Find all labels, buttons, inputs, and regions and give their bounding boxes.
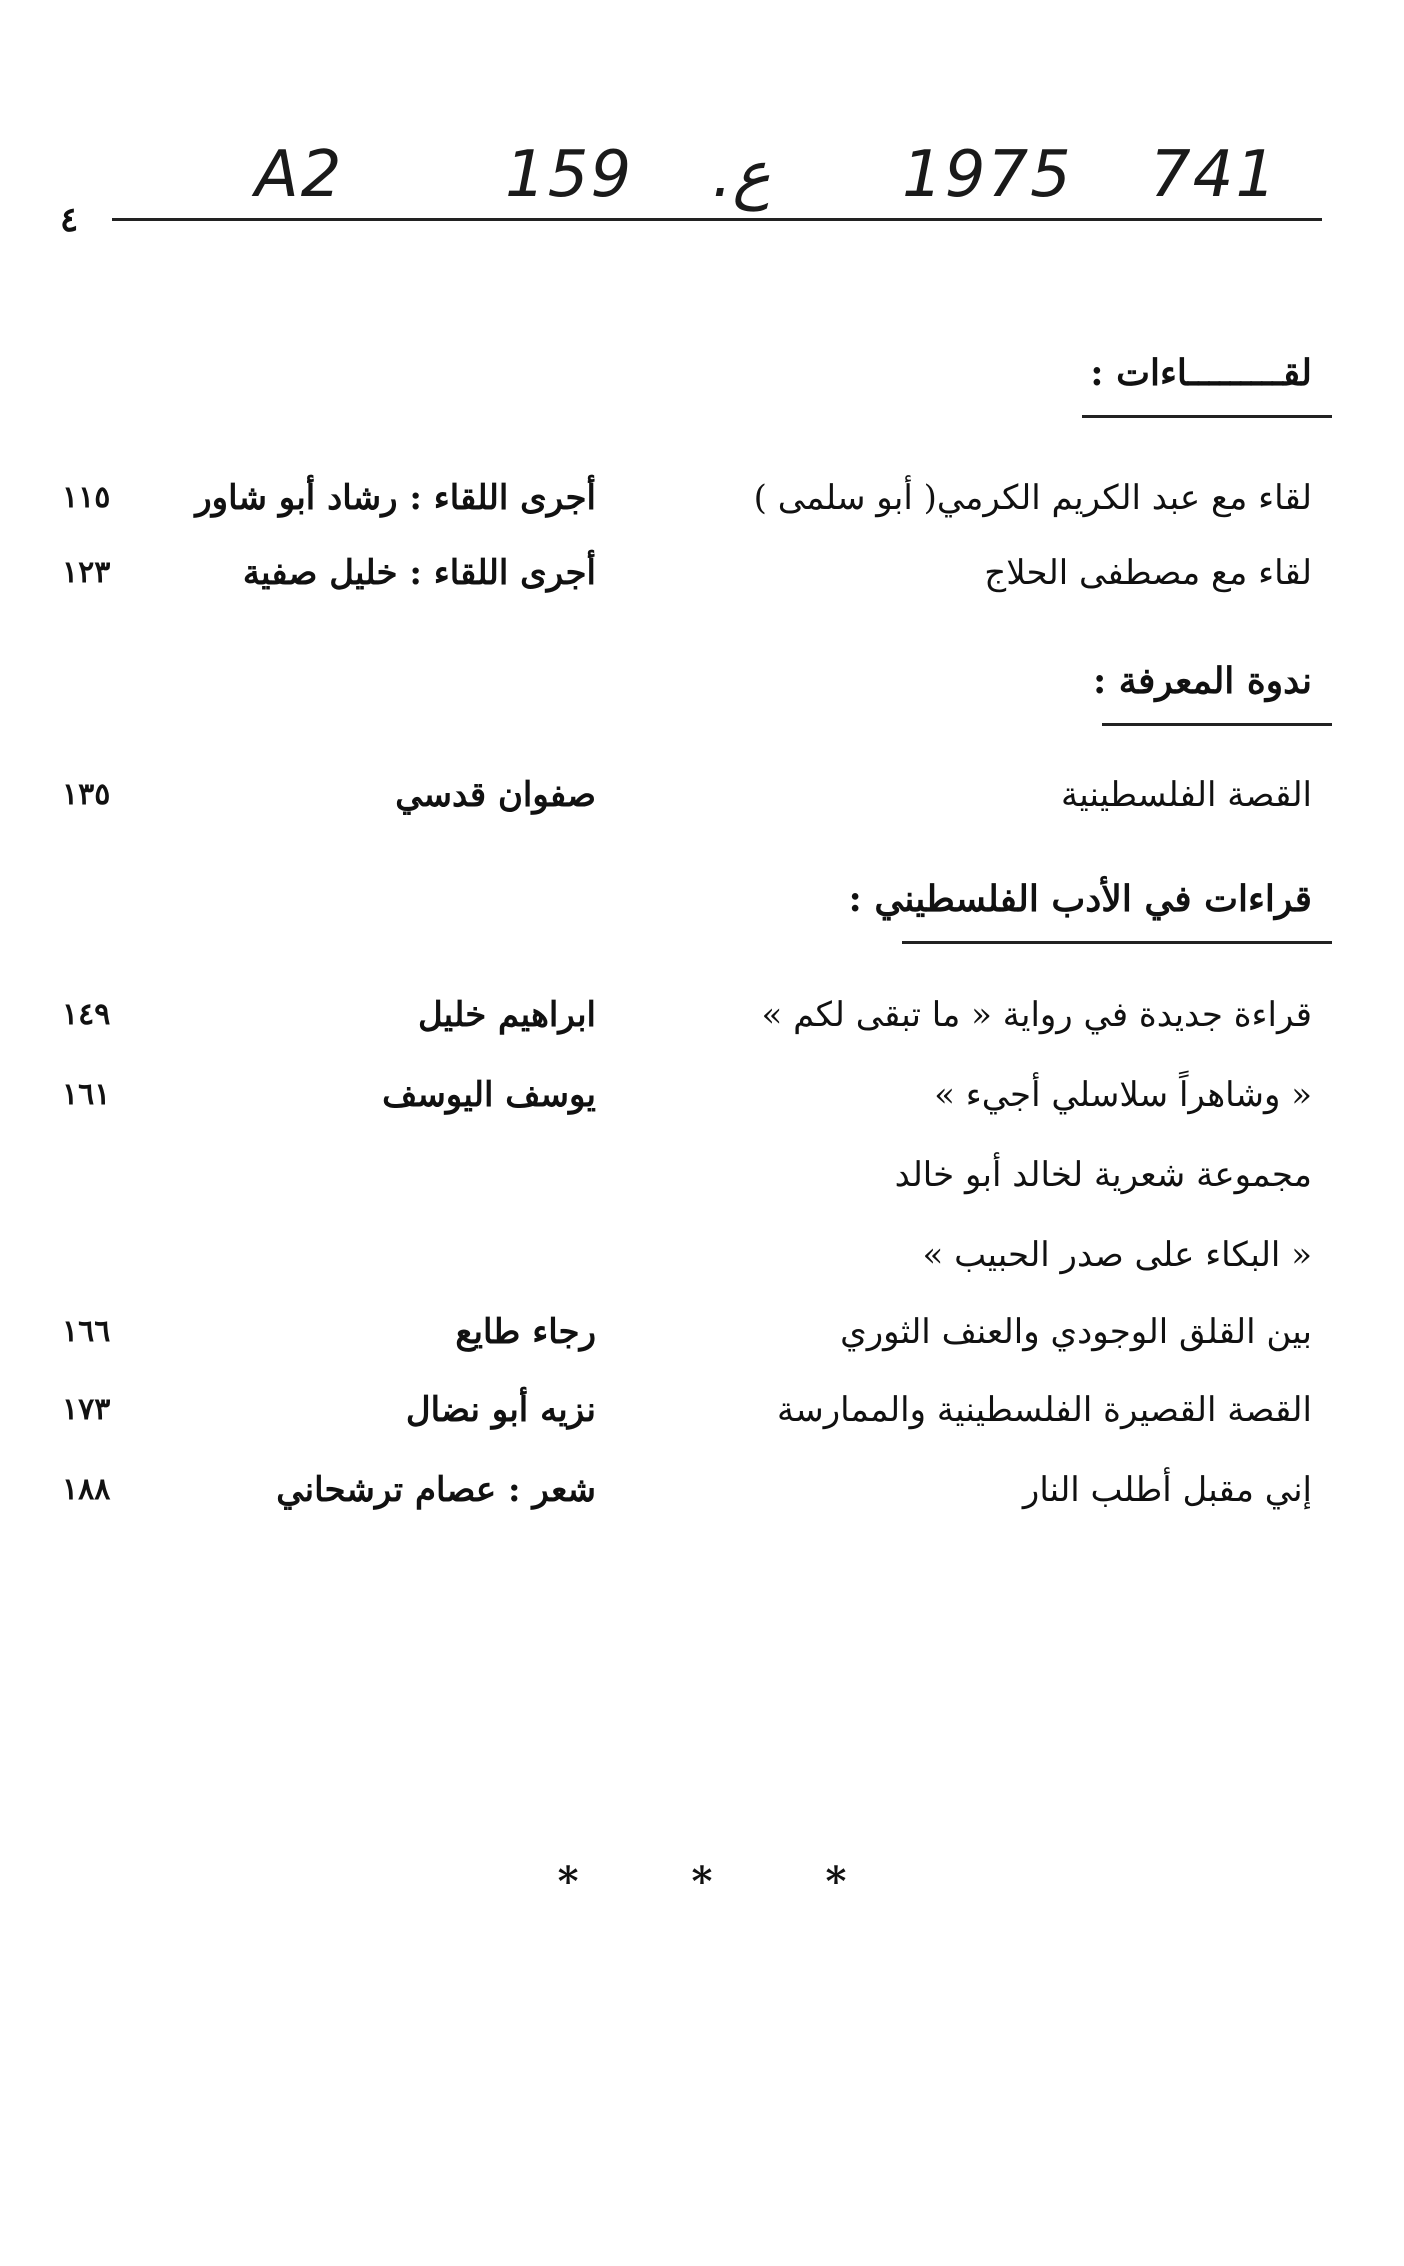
section-underline	[902, 941, 1332, 944]
entry-page: ١٦١	[62, 1077, 111, 1112]
toc-row	[0, 1390, 1404, 1450]
handwritten-code-part: 159	[505, 138, 634, 212]
entry-author: رجاء طايع	[455, 1312, 596, 1352]
entry-author: أجرى اللقاء : خليل صفية	[242, 553, 596, 593]
entry-title: لقاء مع عبد الكريم الكرمي( أبو سلمى )	[753, 478, 1312, 518]
entry-page: ١٤٩	[62, 997, 111, 1032]
entry-title: القصة الفلسطينية	[1060, 775, 1312, 815]
section-heading-readings: قراءات في الأدب الفلسطيني :	[849, 878, 1312, 920]
handwritten-code-part: .ع	[712, 138, 771, 212]
entry-title: « وشاهراً سلاسلي أجيء »	[934, 1075, 1312, 1115]
section-separator-stars	[0, 1858, 1404, 1905]
toc-row	[0, 775, 1404, 835]
entry-title: قراءة جديدة في رواية « ما تبقى لكم »	[761, 995, 1312, 1035]
toc-row	[0, 1312, 1404, 1372]
star-glyph: *	[691, 1858, 713, 1905]
section-underline	[1102, 723, 1332, 726]
entry-author: شعر : عصام ترشحاني	[276, 1470, 596, 1510]
entry-page: ١٢٣	[62, 555, 111, 590]
entry-title: « البكاء على صدر الحبيب »	[922, 1235, 1312, 1275]
entry-author: يوسف اليوسف	[382, 1075, 596, 1115]
entry-page: ١١٥	[62, 480, 111, 515]
entry-title: لقاء مع مصطفى الحلاج	[984, 553, 1312, 593]
section-heading-interviews: لقـــــــــاءات :	[1090, 352, 1312, 394]
toc-row	[0, 553, 1404, 613]
handwritten-code-part: 741	[1150, 138, 1279, 212]
toc-row	[0, 1155, 1404, 1215]
handwritten-code	[0, 138, 1404, 228]
star-glyph: *	[557, 1858, 579, 1905]
section-underline	[1082, 415, 1332, 418]
toc-row	[0, 995, 1404, 1055]
entry-author: صفوان قدسي	[395, 775, 596, 815]
entry-page: ١٦٦	[62, 1314, 111, 1349]
entry-author: نزيه أبو نضال	[405, 1390, 596, 1430]
page-number: ٤	[60, 200, 79, 240]
entry-author: ابراهيم خليل	[417, 995, 596, 1035]
entry-title: مجموعة شعرية لخالد أبو خالد	[894, 1155, 1312, 1195]
entry-page: ١٨٨	[62, 1472, 111, 1507]
entry-title: القصة القصيرة الفلسطينية والممارسة	[777, 1390, 1312, 1430]
entry-title: بين القلق الوجودي والعنف الثوري	[840, 1312, 1312, 1352]
entry-title: إني مقبل أطلب النار	[1022, 1470, 1312, 1510]
handwritten-code-part: 1975	[902, 138, 1073, 212]
section-heading-symposium: ندوة المعرفة :	[1093, 660, 1312, 702]
handwritten-code-part: A2	[255, 138, 344, 212]
entry-page: ١٣٥	[62, 777, 111, 812]
toc-row	[0, 1235, 1404, 1295]
entry-page: ١٧٣	[62, 1392, 111, 1427]
star-glyph: *	[825, 1858, 847, 1905]
toc-row	[0, 478, 1404, 538]
header-rule	[112, 218, 1322, 221]
entry-author: أجرى اللقاء : رشاد أبو شاور	[195, 478, 596, 518]
toc-row	[0, 1075, 1404, 1135]
toc-row	[0, 1470, 1404, 1530]
